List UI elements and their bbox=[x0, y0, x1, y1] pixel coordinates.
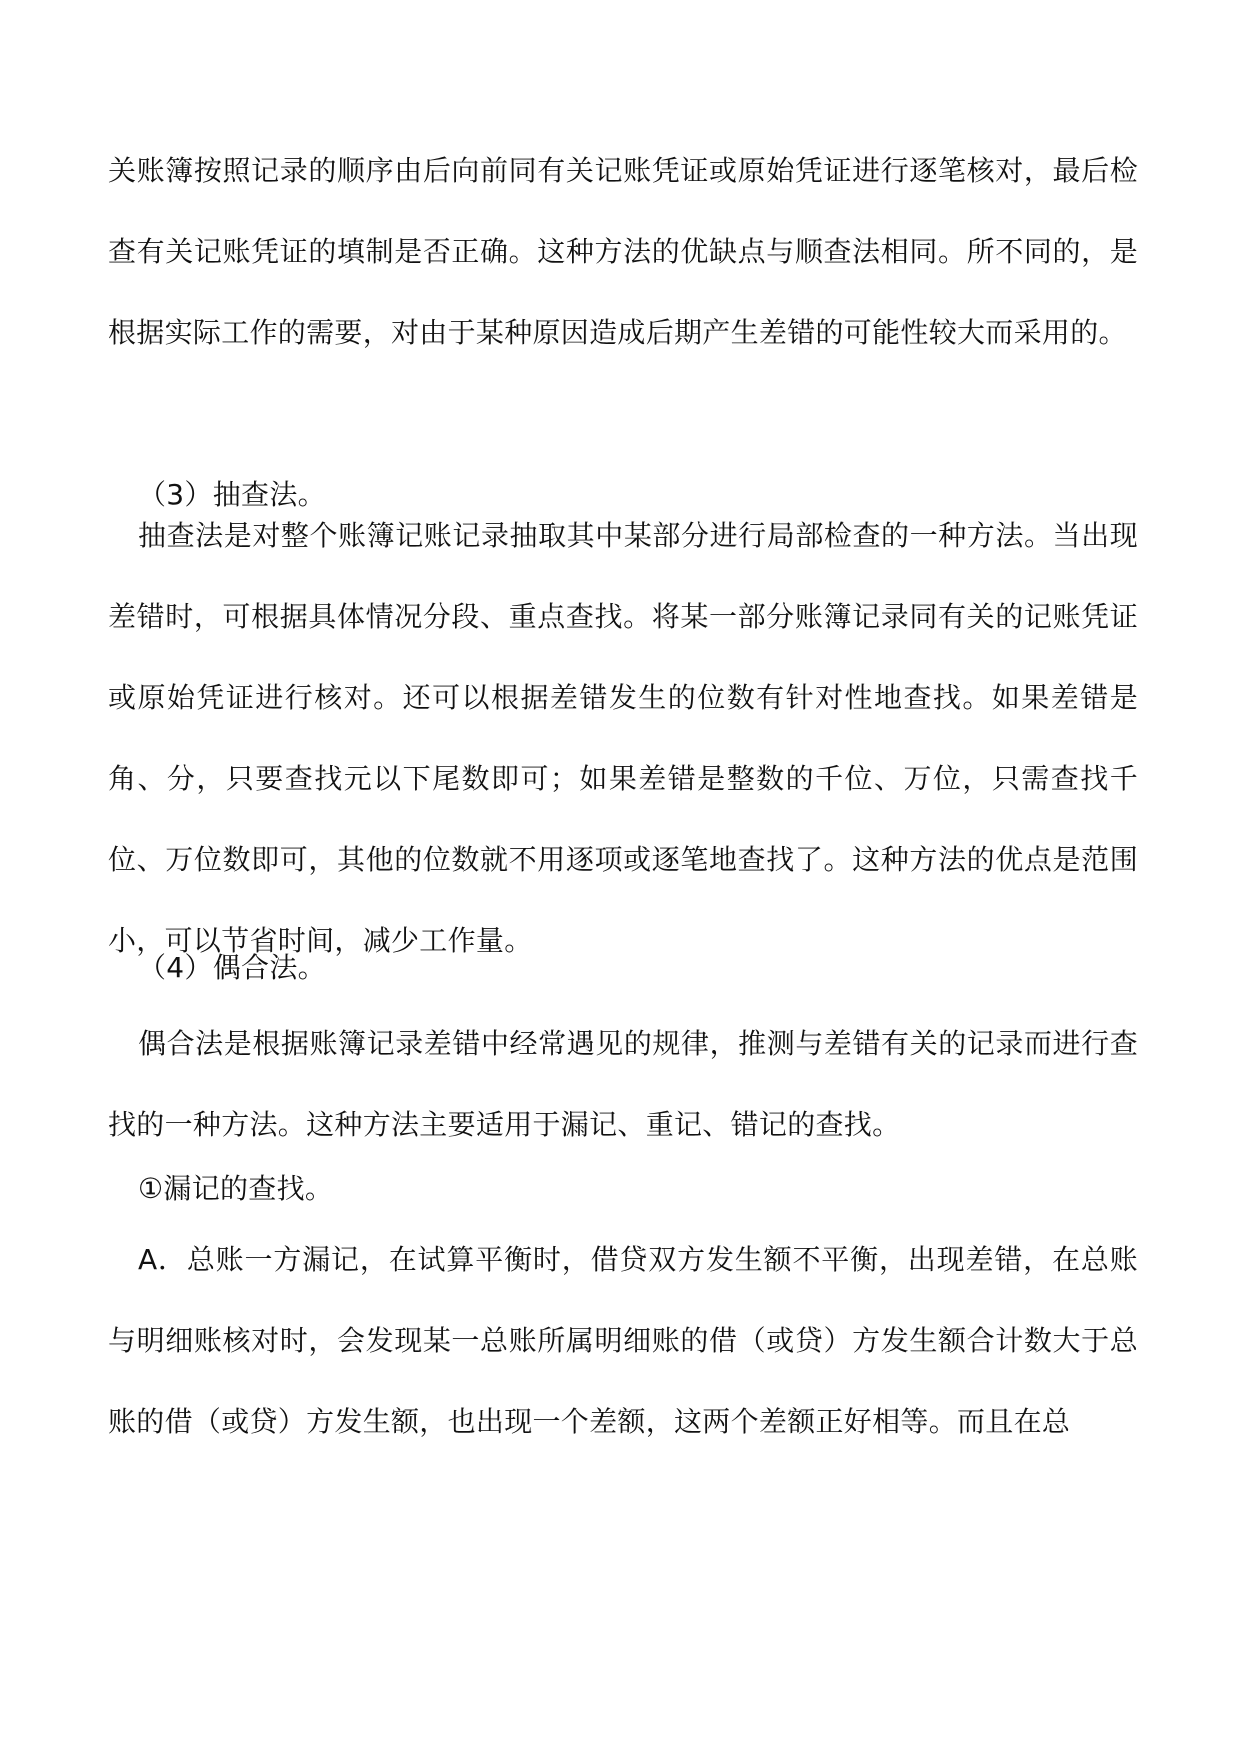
paragraph-omission-a: A．总账一方漏记，在试算平衡时，借贷双方发生额不平衡，出现差错，在总账与明细账核对时，会发现某一总账所属明细账的借（或贷）方发生额合计数大于总账的借（或贷）方发生额，也出现一个差额，这两个差额正好相等。而且在总 bbox=[108, 1243, 1138, 1438]
paragraph-reverse-check-end: 关账簿按照记录的顺序由后向前同有关记账凭证或原始凭证进行逐笔核对，最后检查有关记账凭证的填制是否正确。这种方法的优缺点与顺查法相同。所不同的，是根据实际工作的需要，对由于某种原因造成后期产生差错的可能性较大而采用的。 bbox=[108, 154, 1138, 349]
heading-spot-check-method: （3）抽查法。 bbox=[138, 478, 326, 511]
heading-coincidence-method: （4）偶合法。 bbox=[138, 951, 326, 984]
paragraph-spot-check-method: 抽查法是对整个账簿记账记录抽取其中某部分进行局部检查的一种方法。当出现差错时，可根据具体情况分段、重点查找。将某一部分账簿记录同有关的记账凭证或原始凭证进行核对。还可以根据差错发生的位数有针对性地查找。如果差错是角、分，只要查找元以下尾数即可；如果差错是整数的千位、万位，只需查找千位、万位数即可，其他的位数就不用逐项或逐笔地查找了。这种方法的优点是范围小，可以节省时间，减少工作量。 bbox=[108, 519, 1138, 957]
paragraph-coincidence-method: 偶合法是根据账簿记录差错中经常遇见的规律，推测与差错有关的记录而进行查找的一种方法。这种方法主要适用于漏记、重记、错记的查找。 bbox=[108, 1027, 1138, 1141]
heading-omission-check: ①漏记的查找。 bbox=[138, 1172, 334, 1205]
document-page bbox=[108, 0, 1138, 1754]
